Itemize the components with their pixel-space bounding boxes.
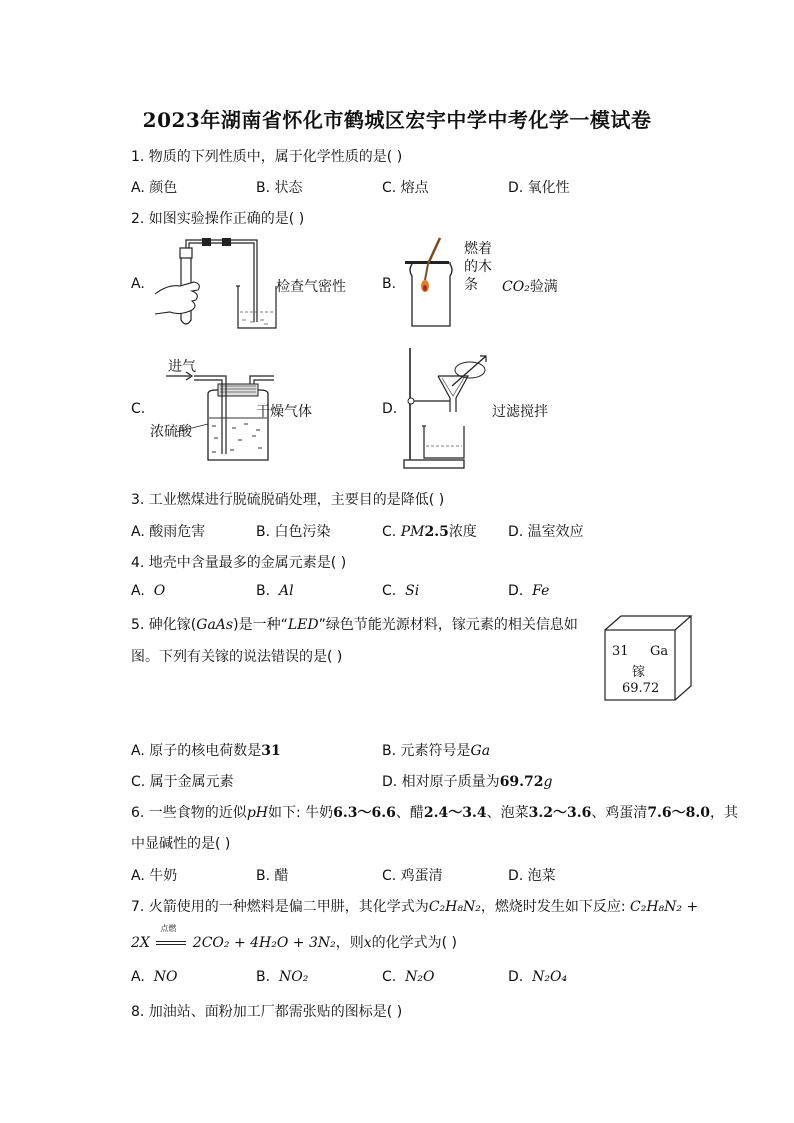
q7-d-formula: N₂O₄ [532, 969, 568, 985]
page-title: 2023年湖南省怀化市鹤城区宏宇中学中考化学一模试卷 [142, 108, 652, 132]
egg-white-range: 7.6～8.0 [647, 805, 711, 821]
element-name: 镓 [632, 665, 646, 680]
question-7-line-1 [131, 896, 698, 916]
q4-option-b[interactable]: B. Al [256, 583, 294, 599]
q3-option-a[interactable]: A. 酸雨危害 [131, 524, 206, 540]
q5-b-text: B. 元素符号是 [382, 743, 471, 759]
vinegar-range: 2.4～3.4 [423, 805, 487, 821]
q2-c-caption: 干燥气体 [256, 404, 312, 420]
products: 2CO₂ + 4H₂O + 3N₂ [192, 935, 336, 951]
stick-label-line-2: 的木 [464, 259, 492, 275]
ph-symbol: pH [246, 805, 268, 821]
question-8: 8. 加油站、面粉加工厂都需张贴的图标是( ) [131, 1004, 403, 1020]
q5-stem-part-3: ”绿色节能光源材料，镓元素的相关信息如 [318, 617, 578, 633]
q6-option-a[interactable]: A. 牛奶 [131, 868, 178, 884]
question-7-line-2 [131, 924, 458, 952]
q5-d-number: 69.72 [499, 774, 544, 790]
question-2: 2. 如图实验操作正确的是( ) [131, 211, 305, 227]
q5-option-a[interactable] [131, 740, 281, 760]
q3-c-prefix: C. [382, 524, 401, 540]
q3-option-b[interactable]: B. 白色污染 [256, 524, 331, 540]
filtration-figure [400, 346, 496, 470]
ignition-condition: 点燃 [160, 924, 177, 933]
atomic-mass: 69.72 [622, 681, 660, 696]
gas-in-label: 进气 [168, 359, 196, 375]
question-6-line-2: 中显碱性的是( ) [131, 836, 231, 852]
question-4: 4. 地壳中含量最多的金属元素是( ) [131, 555, 347, 571]
q3-c-number: 2.5 [424, 524, 449, 540]
reactant-formula: C₂H₈N₂ + [630, 899, 699, 915]
q3-c-suffix: 浓度 [448, 524, 477, 540]
atomic-number: 31 [612, 644, 629, 659]
gaas-formula: GaAs [196, 617, 234, 633]
stick-label-line-3: 条 [464, 277, 478, 293]
q1-option-b[interactable]: B. 状态 [256, 180, 303, 196]
q5-a-number: 31 [261, 743, 281, 759]
q7-text-1: 7. 火箭使用的一种燃料是偏二甲肼，其化学式为 [131, 899, 429, 915]
element-symbol: Ga [650, 644, 669, 659]
q2-option-c[interactable]: C. [131, 401, 146, 417]
reaction-arrow [154, 924, 188, 951]
variable-x: x [363, 935, 372, 951]
q6-text-1: 6. 一些食物的近似 [131, 805, 247, 821]
q5-d-unit: g [543, 774, 553, 790]
q7-option-d[interactable]: D. N₂O₄ [508, 969, 568, 985]
question-3: 3. 工业燃煤进行脱硫脱硝处理，主要目的是降低( ) [131, 492, 445, 508]
q4-d-symbol: Fe [532, 583, 550, 599]
q1-option-c[interactable]: C. 熔点 [382, 180, 429, 196]
q1-option-d[interactable]: D. 氧化性 [508, 180, 570, 196]
q3-option-c[interactable] [382, 521, 477, 541]
q2-option-b[interactable]: B. [382, 276, 397, 292]
q4-b-symbol: Al [278, 583, 294, 599]
q2-option-d[interactable]: D. [382, 401, 398, 417]
q5-b-symbol: Ga [470, 743, 491, 759]
q4-option-d[interactable]: D. Fe [508, 583, 550, 599]
stick-label-line-1: 燃着 [464, 241, 492, 257]
q7-option-b[interactable]: B. NO₂ [256, 969, 309, 985]
q2-d-caption: 过滤搅拌 [492, 404, 548, 420]
q2-b-caption [502, 276, 558, 296]
q5-option-c[interactable]: C. 属于金属元素 [131, 774, 234, 790]
q6-option-c[interactable]: C. 鸡蛋清 [382, 868, 443, 884]
led-text: LED [287, 617, 319, 633]
q4-c-symbol: Si [405, 583, 420, 599]
q4-a-symbol: O [153, 583, 166, 599]
q5-d-text: D. 相对原子质量为 [382, 774, 500, 790]
q5-option-d[interactable] [382, 771, 553, 791]
q7-text-3: ，则 [335, 935, 364, 951]
q5-stem-part-1: 5. 砷化镓( [131, 617, 197, 633]
q7-option-a[interactable]: A. NO [131, 969, 178, 985]
question-1: 1. 物质的下列性质中，属于化学性质的是( ) [131, 149, 403, 165]
co2-symbol: CO₂ [502, 279, 530, 295]
q2-option-a[interactable]: A. [131, 276, 145, 292]
q3-c-symbol: PM [400, 524, 425, 540]
q2-b-caption-text: 验满 [529, 279, 558, 295]
q6-option-d[interactable]: D. 泡菜 [508, 868, 556, 884]
q7-a-formula: NO [153, 969, 178, 985]
q7-text-2: ，燃烧时发生如下反应: [480, 899, 630, 915]
q6-text-3: 、醋 [395, 805, 424, 821]
reactant-x: 2X [131, 935, 150, 951]
q6-text-4: 、泡菜 [486, 805, 529, 821]
q7-b-formula: NO₂ [278, 969, 309, 985]
q2-a-caption: 检查气密性 [276, 279, 346, 295]
q7-text-4: 的化学式为( ) [371, 935, 458, 951]
q7-c-formula: N₂O [405, 969, 435, 985]
q6-option-b[interactable]: B. 醋 [256, 868, 289, 884]
airtightness-check-figure [150, 236, 290, 332]
question-5-line-2: 图。下列有关镓的说法错误的是( ) [131, 649, 343, 665]
q3-option-d[interactable]: D. 温室效应 [508, 524, 584, 540]
q5-option-b[interactable] [382, 740, 490, 760]
q7-option-c[interactable]: C. N₂O [382, 969, 435, 985]
burning-stick-label [464, 240, 492, 294]
q5-stem-part-2: )是一种“ [233, 617, 288, 633]
question-6-line-1 [131, 802, 738, 822]
q1-option-a[interactable]: A. 颜色 [131, 180, 178, 196]
pickle-range: 3.2～3.6 [528, 805, 592, 821]
q4-option-c[interactable]: C. Si [382, 583, 420, 599]
fuel-formula: C₂H₈N₂ [428, 899, 481, 915]
q5-a-text: A. 原子的核电荷数是 [131, 743, 262, 759]
q6-text-2: 如下: 牛奶 [267, 805, 334, 821]
q4-option-a[interactable]: A. O [131, 583, 166, 599]
q6-text-5: 、鸡蛋清 [591, 805, 648, 821]
sulfuric-acid-label: 浓硫酸 [150, 424, 192, 440]
co2-full-check-figure [400, 234, 462, 330]
question-5-line-1 [131, 614, 578, 634]
q6-text-6: ，其 [710, 805, 739, 821]
milk-range: 6.3～6.6 [333, 805, 396, 821]
